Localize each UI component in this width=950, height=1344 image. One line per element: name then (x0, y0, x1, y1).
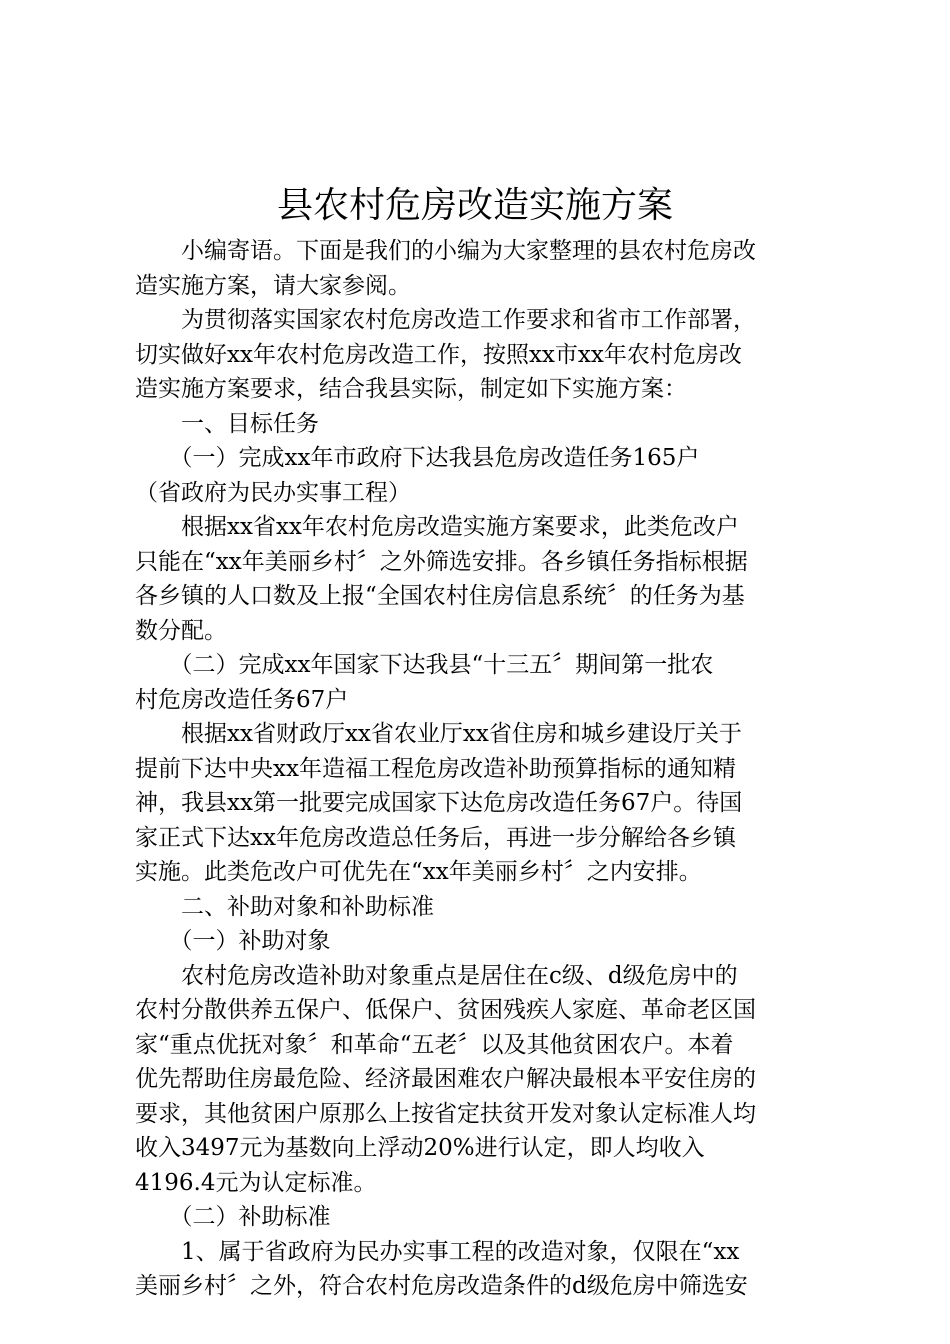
body-line: 要求，其他贫困户原那么上按省定扶贫开发对象认定标准人均 (135, 1100, 756, 1127)
body-line: 家正式下达xx年危房改造总任务后，再进一步分解给各乡镇 (135, 824, 736, 851)
section-heading: 二、补助对象和补助标准 (135, 893, 434, 920)
body-line: 提前下达中央xx年造福工程危房改造补助预算指标的通知精 (135, 755, 736, 782)
body-line: 4196.4元为认定标准。 (135, 1169, 377, 1196)
body-line: 切实做好xx年农村危房改造工作，按照xx市xx年农村危房改 (135, 341, 742, 368)
body-line: 各乡镇的人口数及上报“全国农村住房信息系统〞的任务为基 (135, 583, 745, 609)
body-line: 1、属于省政府为民办实事工程的改造对象，仅限在“xx (135, 1238, 740, 1265)
body-line: （省政府为民办实事工程） (135, 479, 411, 506)
section-heading: 一、目标任务 (135, 410, 319, 437)
body-line: 村危房改造任务67户 (135, 686, 349, 713)
body-line: 农村危房改造补助对象重点是居住在c级、d级危房中的 (135, 962, 738, 989)
body-line: 农村分散供养五保户、低保户、贫困残疾人家庭、革命老区国 (135, 997, 756, 1023)
body-line: 根据xx省xx年农村危房改造实施方案要求，此类危改户 (135, 514, 739, 540)
body-line: 实施。此类危改户可优先在“xx年美丽乡村〞之内安排。 (135, 859, 702, 885)
body-line: 美丽乡村〞之外，符合农村危房改造条件的d级危房中筛选安 (135, 1273, 748, 1299)
document-title: 县农村危房改造实施方案 (276, 185, 673, 226)
subsection-heading: （二）完成xx年国家下达我县“十三五〞期间第一批农 (135, 652, 714, 678)
body-line: 收入3497元为基数向上浮动20%进行认定，即人均收入 (135, 1135, 705, 1161)
subsection-heading: （一）补助对象 (135, 928, 331, 954)
body-line: 根据xx省财政厅xx省农业厅xx省住房和城乡建设厅关于 (135, 721, 742, 747)
body-line: 造实施方案要求，结合我县实际，制定如下实施方案： (135, 376, 687, 402)
body-line: 优先帮助住房最危险、经济最困难农户解决最根本平安住房的 (135, 1066, 756, 1092)
body-line: 造实施方案，请大家参阅。 (135, 272, 411, 299)
document-body (135, 234, 835, 1304)
body-line: 数分配。 (135, 617, 227, 644)
body-line: 神，我县xx第一批要完成国家下达危房改造任务67户。待国 (135, 790, 743, 816)
body-line: 为贯彻落实国家农村危房改造工作要求和省市工作部署， (135, 307, 756, 333)
body-line: 只能在“xx年美丽乡村〞之外筛选安排。各乡镇任务指标根据 (135, 548, 748, 575)
body-line: 小编寄语。下面是我们的小编为大家整理的县农村危房改 (135, 238, 756, 264)
subsection-heading: （二）补助标准 (135, 1204, 331, 1230)
subsection-heading: （一）完成xx年市政府下达我县危房改造任务165户 (135, 445, 700, 471)
body-line: 家“重点优抚对象〞和革命“五老〞以及其他贫困农户。本着 (135, 1031, 734, 1058)
